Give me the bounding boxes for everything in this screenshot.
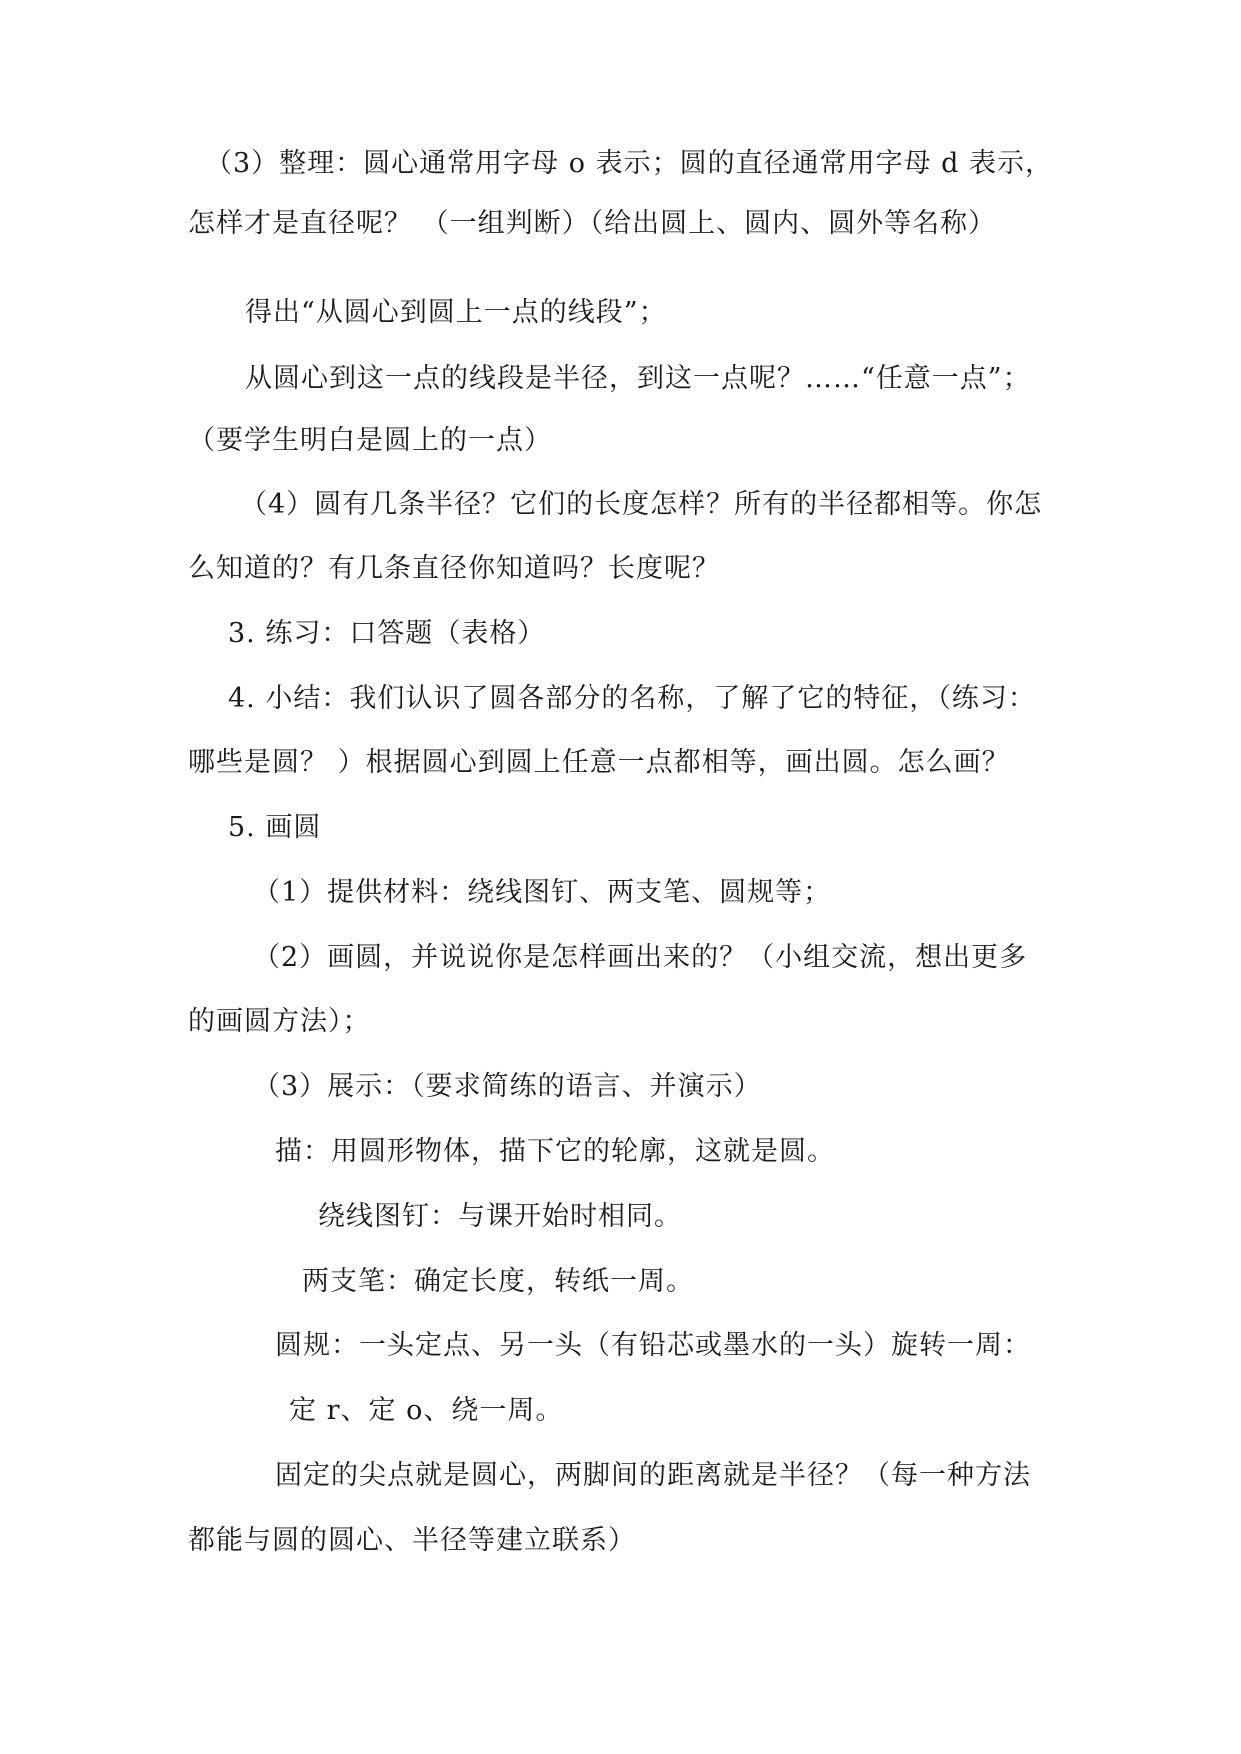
text-line: 得出“从圆心到圆上一点的线段”； [245, 297, 667, 328]
text-line: 固定的尖点就是圆心，两脚间的距离就是半径？（每一种方法 [275, 1460, 1031, 1491]
text-line: （4）圆有几条半径？它们的长度怎样？所有的半径都相等。你怎 [240, 489, 1043, 520]
text-line: （3）整理：圆心通常用字母 o 表示；圆的直径通常用字母 d 表示， [205, 148, 1054, 179]
text-line: （2）画圆，并说说你是怎样画出来的？（小组交流，想出更多 [253, 942, 1028, 973]
text-line: 定 r、定 o、绕一周。 [289, 1395, 564, 1426]
text-line: （要学生明白是圆上的一点） [188, 425, 552, 456]
text-line: 从圆心到这一点的线段是半径，到这一点呢？……“任意一点”； [245, 363, 1031, 394]
text-line: 圆规：一头定点、另一头（有铅芯或墨水的一头）旋转一周： [275, 1330, 1031, 1361]
text-line: 两支笔：确定长度，转纸一周。 [302, 1266, 694, 1297]
text-line: 么知道的？有几条直径你知道吗？长度呢？ [188, 553, 720, 584]
text-line: 绕线图钉：与课开始时相同。 [318, 1201, 682, 1232]
text-line: 5. 画圆 [228, 812, 322, 843]
text-line: （1）提供材料：绕线图钉、两支笔、圆规等； [253, 877, 832, 908]
text-line: 描：用圆形物体，描下它的轮廓，这就是圆。 [275, 1136, 835, 1167]
text-line: 4. 小结：我们认识了圆各部分的名称，了解了它的特征，（练习： [228, 683, 1036, 714]
text-line: 都能与圆的圆心、半径等建立联系） [188, 1525, 636, 1556]
text-line: （3）展示：（要求简练的语言、并演示） [253, 1071, 762, 1102]
text-line: 3. 练习：口答题（表格） [228, 618, 546, 649]
text-line: 的画圆方法）； [188, 1006, 371, 1037]
text-line: 哪些是圆？ ）根据圆心到圆上任意一点都相等，画出圆。怎么画？ [188, 747, 1010, 778]
text-line: 怎样才是直径呢？ （一组判断）（给出圆上、圆内、圆外等名称） [188, 208, 997, 239]
